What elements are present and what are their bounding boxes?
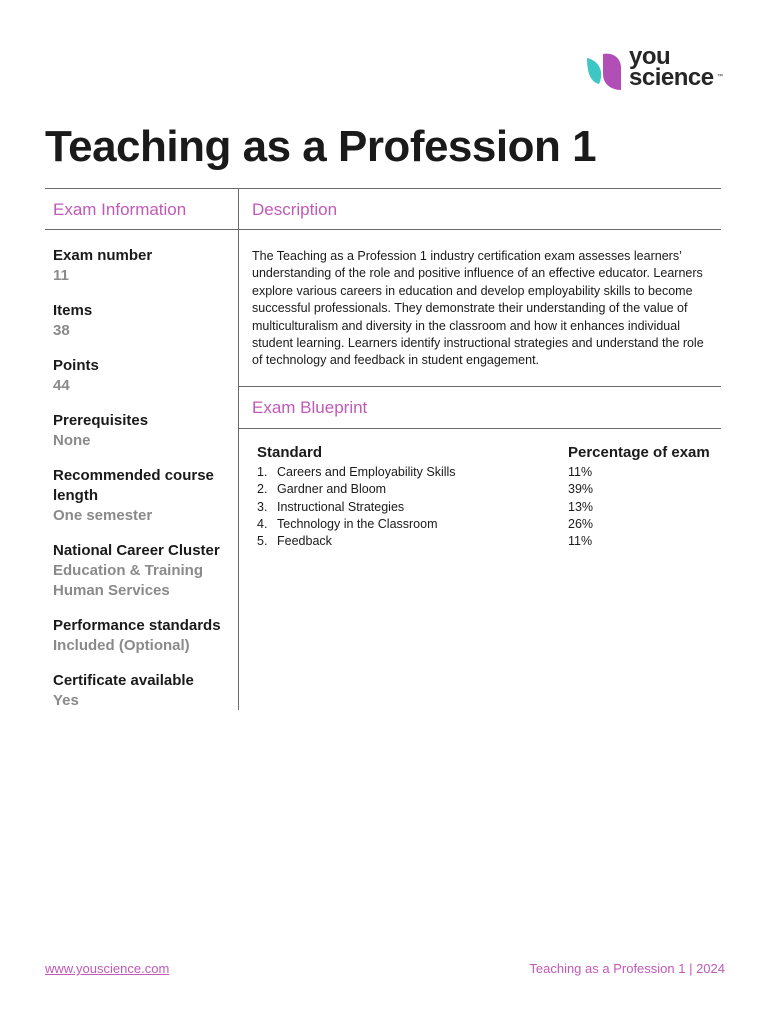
exam-info-list [53,246,233,726]
row-standard: Technology in the Classroom [277,516,438,531]
info-label: Points [53,357,99,374]
row-standard: Gardner and Bloom [277,482,387,497]
row-standard: Instructional Strategies [277,499,405,514]
heading-rule-left [45,229,238,230]
row-number: 5. [257,534,268,549]
blueprint-row [257,464,727,481]
youscience-logo [585,43,725,96]
info-course-length [53,466,233,526]
logo-word-science: science [629,64,714,91]
blueprint-heading-rule [238,428,721,429]
row-number: 2. [257,482,268,497]
row-number: 4. [257,516,268,531]
youscience-leaf-icon [585,50,623,92]
heading-rule-right [238,229,721,230]
info-value: 44 [53,377,70,394]
info-value: One semester [53,507,153,524]
row-percentage: 26% [568,516,594,531]
blueprint-table [257,464,727,550]
info-performance-standards [53,616,233,656]
info-value: Included (Optional) [53,637,190,654]
row-number: 1. [257,465,268,479]
info-value: Education & Training Human Services [53,562,204,599]
exam-blueprint-heading: Exam Blueprint [252,398,368,417]
blueprint-row [257,499,727,516]
row-percentage: 11% [568,465,593,479]
row-percentage: 11% [568,534,593,549]
info-value: 11 [53,267,69,284]
blueprint-row [257,533,727,550]
info-label: Prerequisites [53,412,149,429]
row-standard: Feedback [277,534,332,549]
website-link[interactable]: www.youscience.com [45,961,170,976]
row-number: 3. [257,499,268,514]
logo-trademark: ™ [717,74,723,80]
blueprint-row [257,481,727,498]
blueprint-col-standard: Standard [257,444,323,461]
info-exam-number [53,246,233,286]
info-label: Performance standards [53,617,221,634]
row-percentage: 39% [568,482,594,497]
info-label: Exam number [53,247,153,264]
info-points [53,356,233,396]
page-title: Teaching as a Profession 1 [45,122,597,171]
table-top-rule [45,188,721,189]
info-label: Certificate available [53,672,194,689]
logo-wordmark [629,43,714,91]
column-divider [238,188,239,710]
blueprint-col-percentage: Percentage of exam [568,444,710,461]
description-bottom-rule [238,386,721,387]
row-percentage: 13% [568,499,594,514]
description-text: The Teaching as a Profession 1 industry certification exam assesses learners’ understanding of the role and positive influence of an effective educator. Learners explore various careers in education and develop employability skills to become successful professionals. They demonstrate their understanding of the value of multiculturalism and diversity in the classroom and how it enhances individual student learning. Learners identify instructional strategies and understand the role of technology and feedback in student engagement. [252,249,704,368]
info-label: Items [53,302,93,319]
logo-word-you: you [629,43,671,70]
exam-information-heading: Exam Information [53,200,187,219]
info-label: National Career Cluster [53,542,220,559]
info-certificate [53,671,233,711]
info-label: Recommended course length [53,467,214,504]
description-heading: Description [252,200,338,219]
info-value: 38 [53,322,70,339]
info-value: None [53,432,91,449]
info-prerequisites [53,411,233,451]
info-items [53,301,233,341]
info-value: Yes [53,692,79,709]
footer-page-label: Teaching as a Profession 1 | 2024 [529,961,725,976]
blueprint-row [257,516,727,533]
row-standard: Careers and Employability Skills [277,465,456,479]
info-career-cluster [53,541,233,601]
